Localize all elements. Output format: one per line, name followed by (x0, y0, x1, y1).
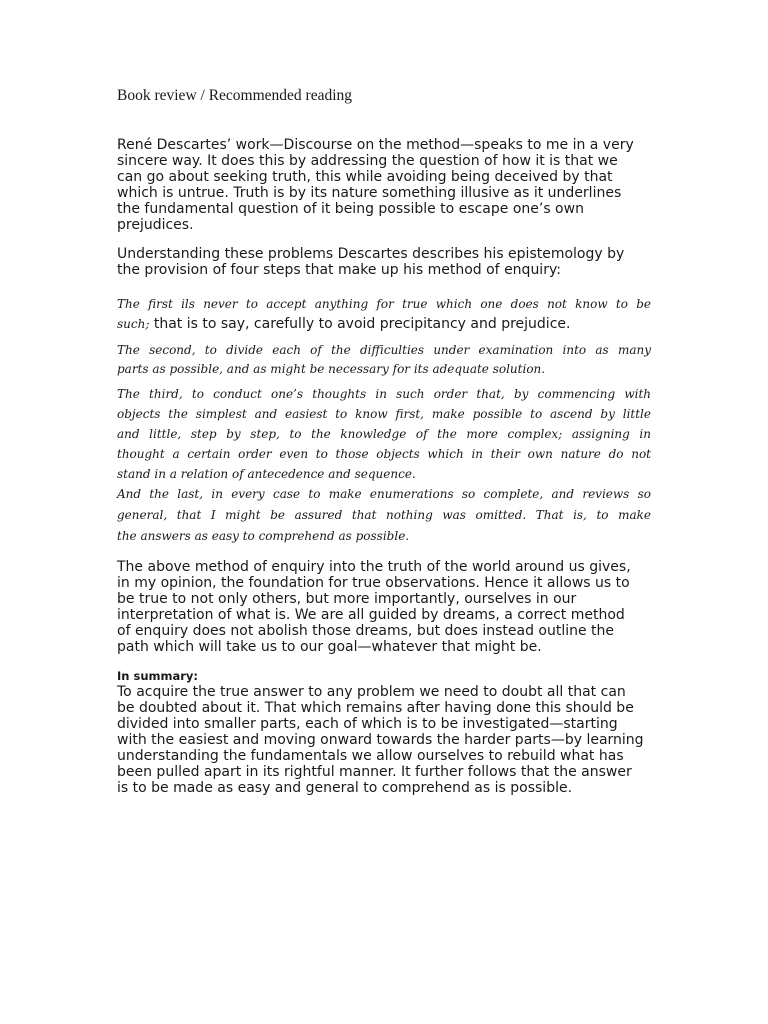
text-fragment: such; (117, 317, 150, 331)
text-line: stand in a relation of antecedence and sequence. (117, 467, 416, 481)
step-first (117, 295, 651, 334)
text-line: can go about seeking truth, this while avoiding being deceived by that (117, 169, 613, 185)
method-paragraph (117, 559, 677, 655)
text-line: been pulled apart in its rightful manner. It further follows that the answer (117, 764, 632, 780)
text-line: the answers as easy to comprehend as possible. (117, 529, 410, 543)
text-line: in my opinion, the foundation for true observations. Hence it allows us to (117, 575, 630, 591)
text-line: divided into smaller parts, each of which is to be investigated—starting (117, 716, 618, 732)
text-line: and little, step by step, to the knowledge of the more complex; assigning in (117, 427, 651, 441)
text-line: understanding the fundamentals we allow ourselves to rebuild what has (117, 748, 624, 764)
text-line: And the last, in every case to make enumerations so complete, and reviews so (117, 487, 651, 501)
text-line: path which will take us to our goal—whatever that might be. (117, 639, 542, 655)
text-line: the provision of four steps that make up his method of enquiry: (117, 262, 561, 278)
summary-paragraph (117, 684, 677, 796)
text-fragment: that is to say, carefully to avoid precipitancy and prejudice. (149, 316, 571, 332)
text-line: sincere way. It does this by addressing the question of how it is that we (117, 153, 618, 169)
text-line: be doubted about it. That which remains after having done this should be (117, 700, 634, 716)
text-line: parts as possible, and as might be necessary for its adequate solution. (117, 362, 546, 376)
text-line: thought a certain order even to those objects which in their own nature do not (117, 447, 651, 461)
text-line: with the easiest and moving onward towards the harder parts—by learning (117, 732, 644, 748)
step-second (117, 341, 651, 379)
text-line: To acquire the true answer to any problem we need to doubt all that can (117, 684, 626, 700)
text-line: which is untrue. Truth is by its nature something illusive as it underlines (117, 185, 622, 201)
text-line: objects the simplest and easiest to know first, make possible to ascend by little (117, 407, 651, 421)
summary-label: In summary: (117, 669, 198, 683)
step-last (117, 484, 651, 547)
text-line: René Descartes’ work—Discourse on the method—speaks to me in a very (117, 137, 634, 153)
text-line: interpretation of what is. We are all guided by dreams, a correct method (117, 607, 625, 623)
text-line: be true to not only others, but more importantly, ourselves in our (117, 591, 577, 607)
text-line: The first ils never to accept anything for true which one does not know to be (117, 297, 651, 311)
text-line: The third, to conduct one’s thoughts in such order that, by commencing with (117, 387, 651, 401)
text-line: the fundamental question of it being possible to escape one’s own (117, 201, 584, 217)
text-line: of enquiry does not abolish those dreams, but does instead outline the (117, 623, 615, 639)
page-heading: Book review / Recommended reading (117, 87, 353, 104)
text-line: is to be made as easy and general to comprehend as is possible. (117, 780, 573, 796)
intro-paragraph (117, 137, 677, 233)
step-third (117, 384, 651, 484)
text-line: general, that I might be assured that nothing was omitted. That is, to make (117, 508, 651, 522)
text-line: Understanding these problems Descartes describes his epistemology by (117, 246, 625, 262)
text-line: The second, to divide each of the difficulties under examination into as many (117, 343, 651, 357)
text-line: prejudices. (117, 217, 194, 233)
understanding-paragraph (117, 246, 677, 278)
text-line: The above method of enquiry into the truth of the world around us gives, (117, 559, 631, 575)
